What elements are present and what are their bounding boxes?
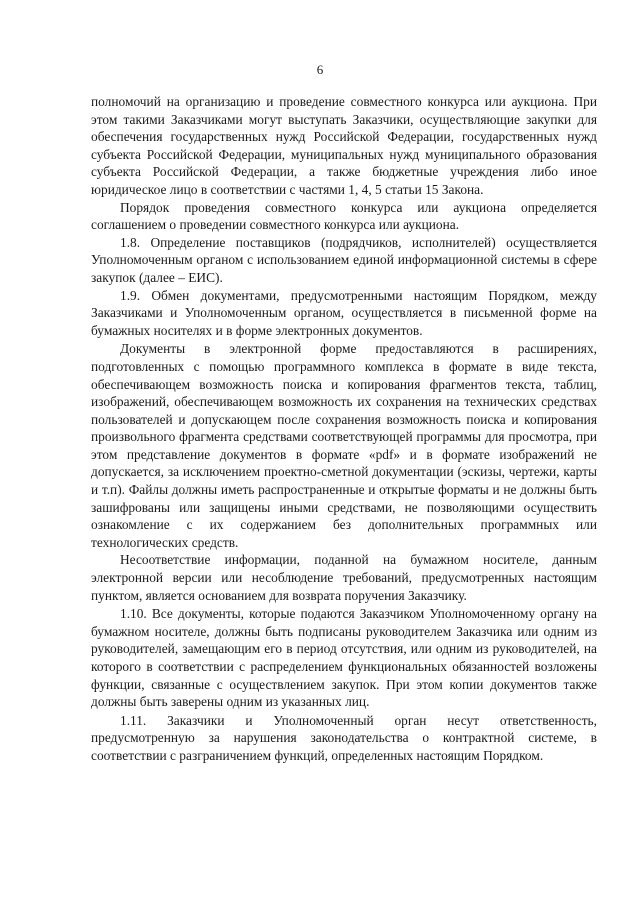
paragraph-1-11: 1.11. Заказчики и Уполномоченный орган несут ответственность, предусмотренную за нарушения законодательства о контрактной системе, в соответствии с разграничением функций, определенных настоящим Порядком. <box>91 712 597 763</box>
page-number: 6 <box>316 62 324 77</box>
document-body <box>91 93 597 765</box>
paragraph-1-8: 1.8. Определение поставщиков (подрядчиков, исполнителей) осуществляется Уполномоченным органом с использованием единой информационной системы в сфере закупок (далее – ЕИС). <box>91 234 597 285</box>
paragraph-nonconformity: Несоответствие информации, поданной на бумажном носителе, данным электронной версии или несоблюдение требований, предусмотренных настоящим пунктом, является основанием для возврата поручения Заказчику. <box>91 552 597 603</box>
paragraph-1-9: 1.9. Обмен документами, предусмотренными настоящим Порядком, между Заказчиками и Уполномоченным органом, осуществляется в письменной форме на бумажных носителях и в форме электронных документов. <box>91 287 597 338</box>
paragraph-joint-tender-procedure: Порядок проведения совместного конкурса или аукциона определяется соглашением о проведении совместного конкурса или аукциона. <box>91 199 597 233</box>
paragraph-1-10: 1.10. Все документы, которые подаются Заказчиком Уполномоченному органу на бумажном носителе, должны быть подписаны руководителем Заказчика или одним из руководителей, замещающим его в период отсутствия, или одним из руководителей, на которого в соответствии с распределением функциональных обязанностей возложены функции, связанные с осуществлением закупок. При этом копии документов также должны быть заверены одним из указанных лиц. <box>91 606 597 710</box>
paragraph-electronic-documents: Документы в электронной форме предоставляются в расширениях, подготовленных с помощью программного комплекса в формате в виде текста, обеспечивающем возможность поиска и копирования фрагментов текста, таблиц, изображений, обеспечивающем возможность их сохранения на технических средствах пользователей и допускающем после сохранения возможность поиска и копирования произвольного фрагмента средствами соответствующей программы для просмотра, при этом представление документов в формате «pdf» и в формате изображений не допускается, за исключением проектно-сметной документации (эскизы, чертежи, карты и т.п). Файлы должны иметь распространенные и открытые форматы и не должны быть зашифрованы или защищены иными средствами, не позволяющими осуществить ознакомление с их содержанием без дополнительных программных или технологических средств. <box>91 341 597 550</box>
paragraph-joint-tender-customers: полномочий на организацию и проведение совместного конкурса или аукциона. При этом такими Заказчиками могут выступать Заказчики, осуществляющие закупки для обеспечения государственных нужд Российской Федерации, государственных нужд субъекта Российской Федерации, муниципальных нужд муниципального образования субъекта Российской Федерации, а также бюджетные учреждения либо иное юридическое лицо в соответствии с частями 1, 4, 5 статьи 15 Закона. <box>91 94 597 197</box>
